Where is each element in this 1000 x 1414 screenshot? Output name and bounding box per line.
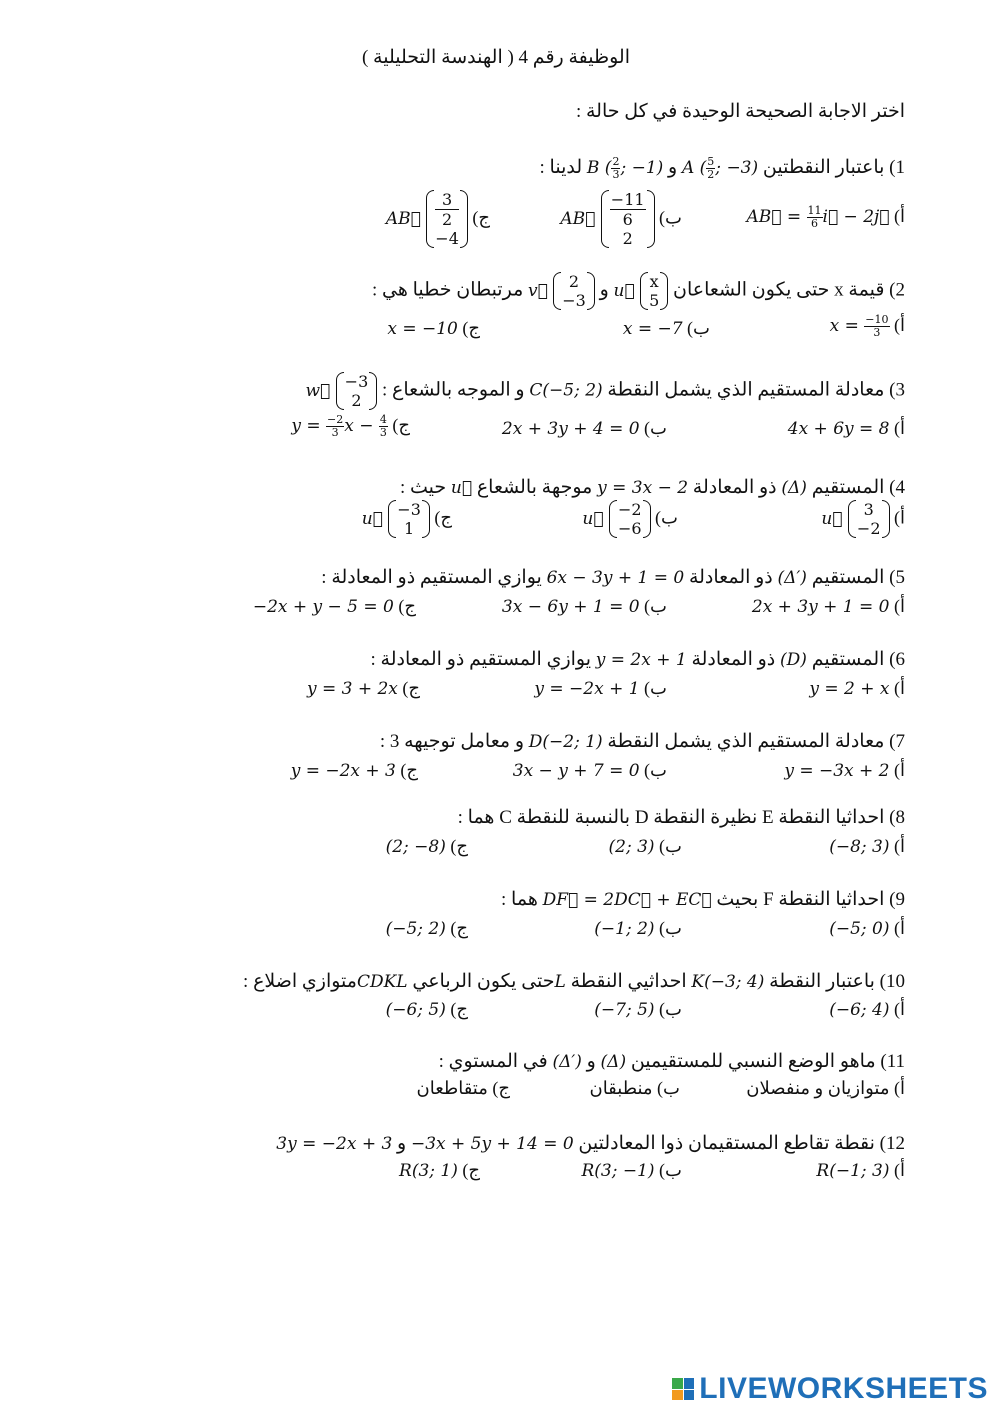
q4-option-c[interactable]: ج) u⃗ −3 1 (361, 500, 452, 538)
question-11: 11) ماهو الوضع النسبي للمستقيمين (Δ) و (Δ′) في المستوي : (438, 1051, 905, 1072)
question-4: 4) المستقيم (Δ) ذو المعادلة y = 3x − 2 موجهة بالشعاع u⃗ حيث : (399, 477, 905, 498)
q5-option-a[interactable]: أ) 2x + 3y + 1 = 0 (751, 596, 905, 617)
question-1 (540, 156, 905, 181)
q2-vector-v: v⃗ 2 −3 (528, 281, 595, 301)
q8-option-a[interactable]: أ) (−8; 3) (829, 836, 905, 857)
question-2: 2) قيمة x حتى يكون الشعاعان u⃗ x 5 و v⃗ 2 −3 مرتبطان خطيا هي : (372, 272, 905, 310)
q2-vector-u: u⃗ x 5 (614, 281, 669, 301)
question-5: 5) المستقيم (Δ′) ذو المعادلة 6x − 3y + 1 = 0 يوازي المستقيم ذو المعادلة : (321, 567, 905, 588)
liveworksheets-logo-icon (672, 1378, 694, 1400)
q11-option-b[interactable]: ب) منطبقان (589, 1078, 680, 1098)
liveworksheets-logo[interactable] (672, 1372, 988, 1406)
question-7: 7) معادلة المستقيم الذي يشمل النقطة D(−2; 1) و معامل توجيهه 3 : (379, 731, 905, 752)
q12-option-a[interactable]: أ) R(−1; 3) (816, 1160, 905, 1181)
liveworksheets-logo-text: LIVEWORKSHEETS (699, 1372, 988, 1405)
q1-point-b: B ( $\frac{2}{3}$ ; −1) (586, 155, 664, 181)
question-8: 8) احداثيا النقطة E نظيرة النقطة D بالنسبة للنقطة C هما : (457, 807, 905, 828)
q5-option-b[interactable]: ب) 3x − 6y + 1 = 0 (501, 596, 667, 617)
q9-option-b[interactable]: ب) (−1; 2) (594, 918, 682, 939)
q12-option-c[interactable]: ج) R(3; 1) (399, 1160, 480, 1181)
q1-option-a[interactable]: أ) AB⃗ = $\frac{11}{6}$ i⃗ − 2j⃗ (746, 204, 905, 230)
q9-option-c[interactable]: ج) (−5; 2) (385, 918, 468, 939)
question-3: 3) معادلة المستقيم الذي يشمل النقطة C(−5; 2) و الموجه بالشعاع : w⃗ −3 2 (305, 372, 905, 410)
q11-option-c[interactable]: ج) متقاطعان (416, 1078, 510, 1098)
q2-option-c[interactable]: ج) x = −10 (387, 318, 480, 339)
q1-before: 1) باعتبار النقطتين (762, 157, 905, 178)
question-9: 9) احداثيا النقطة F بحيث DF⃗ = 2DC⃗ + EC⃗ هما : (501, 889, 905, 910)
q8-option-b[interactable]: ب) (2; 3) (608, 836, 682, 857)
q4-option-a[interactable]: أ) u⃗ 3 −2 (821, 500, 905, 538)
q11-option-a[interactable]: أ) متوازيان و منفصلان (746, 1078, 905, 1098)
q6-option-a[interactable]: أ) y = 2 + x (809, 678, 905, 699)
q1-and: و (668, 157, 678, 178)
q7-option-c[interactable]: ج) y = −2x + 3 (290, 760, 418, 781)
q12-option-b[interactable]: ب) R(3; −1) (581, 1160, 682, 1181)
q7-option-b[interactable]: ب) 3x − y + 7 = 0 (512, 760, 667, 781)
question-10: 10) باعتبار النقطة K(−3; 4) احداثيي النقطة Lحتى يكون الرباعي CDKLمتوازي اضلاع : (243, 971, 905, 992)
question-6: 6) المستقيم (D) ذو المعادلة y = 2x + 1 يوازي المستقيم ذو المعادلة : (370, 649, 905, 670)
q10-option-a[interactable]: أ) (−6; 4) (829, 999, 905, 1020)
q1-point-a: A ( $\frac{5}{2}$ ; −3) (681, 155, 759, 181)
q3-option-b[interactable]: ب) 2x + 3y + 4 = 0 (501, 418, 667, 439)
q2-option-b[interactable]: ب) x = −7 (622, 318, 710, 339)
q4-option-b[interactable]: ب) u⃗ −2 −6 (582, 500, 678, 538)
worksheet-title: الوظيفة رقم 4 ( الهندسة التحليلية ) (361, 47, 630, 68)
q6-option-c[interactable]: ج) y = 3 + 2x (306, 678, 420, 699)
q3-vector-w: w⃗ −3 2 (305, 381, 377, 401)
instruction: اختر الاجابة الصحيحة الوحيدة في كل حالة : (575, 101, 905, 122)
q6-option-b[interactable]: ب) y = −2x + 1 (534, 678, 667, 699)
q2-option-a[interactable]: أ) x = $\frac{-10}{3}$ (829, 313, 905, 339)
q1-after: لدينا : (539, 157, 583, 178)
q3-option-a[interactable]: أ) 4x + 6y = 8 (787, 418, 905, 439)
question-12: 12) نقطة تقاطع المستقيمان ذوا المعادلتين −3x + 5y + 14 = 0 و 3y = −2x + 3 (276, 1133, 905, 1154)
q1-option-b[interactable]: ب) AB⃗ −11 6 2 (560, 190, 682, 248)
q8-option-c[interactable]: ج) (2; −8) (385, 836, 468, 857)
q5-option-c[interactable]: ج) −2x + y − 5 = 0 (252, 596, 416, 617)
q1-option-c[interactable]: ج) AB⃗ 3 2 −4 (385, 190, 490, 248)
q7-option-a[interactable]: أ) y = −3x + 2 (784, 760, 905, 781)
q9-option-a[interactable]: أ) (−5; 0) (829, 918, 905, 939)
q3-option-c[interactable]: ج) y = $\frac{-2}{3}$ x − $\frac{4}{3}$ (291, 413, 410, 439)
q10-option-c[interactable]: ج) (−6; 5) (385, 999, 468, 1020)
q10-option-b[interactable]: ب) (−7; 5) (594, 999, 682, 1020)
